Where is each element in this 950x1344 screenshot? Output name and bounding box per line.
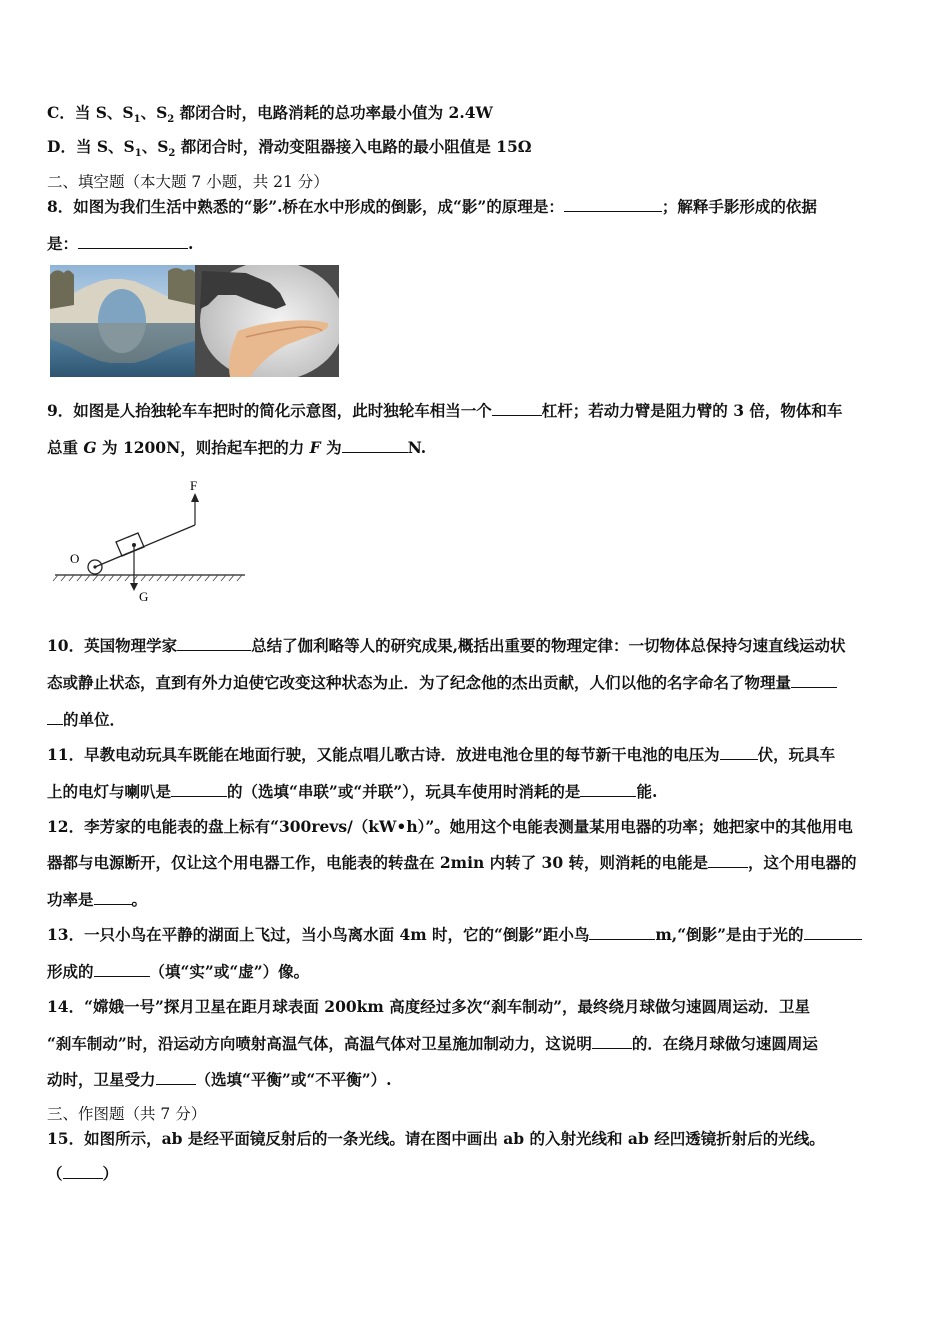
question-12-line3: 功率是 。 (47, 890, 148, 909)
section-2-title: 二、填空题（本大题 7 小题，共 21 分） (47, 173, 329, 191)
answer-blank[interactable] (580, 782, 636, 797)
option-d: D．当 S、$S_1$、$S_2$ 都闭合时，滑动变阻器接入电路的最小阻值是 15Ω (47, 137, 532, 160)
answer-blank[interactable] (94, 890, 132, 905)
question-12-line1: 12．李芳家的电能表的盘上标有“300revs/（kW•h）”。她用这个电能表测量某用电器的功率；她把家中的其他用电 (47, 817, 853, 836)
answer-blank[interactable] (177, 636, 251, 651)
answer-blank[interactable] (708, 853, 748, 868)
question-14-line2: “刹车制动”时，沿运动方向喷射高温气体，高温气体对卫星施加制动力，这说明 的．在绕月球做匀速圆周运 (47, 1034, 818, 1053)
answer-blank[interactable] (78, 234, 188, 249)
question-11-line1: 11．早教电动玩具车既能在地面行驶，又能点唱儿歌古诗．放进电池仓里的每节新干电池的电压为 伏，玩具车 (47, 745, 836, 764)
answer-blank[interactable] (63, 1164, 103, 1179)
answer-blank[interactable] (342, 438, 408, 453)
answer-blank[interactable] (156, 1070, 196, 1085)
question-10-line1: 10．英国物理学家 总结了伽利略等人的研究成果,概括出重要的物理定律：一切物体总保持匀速直线运动状 (47, 636, 846, 655)
answer-blank-continued[interactable] (47, 710, 63, 725)
question-15-line2: （ ） (47, 1164, 119, 1183)
label-f: F (190, 478, 198, 493)
label-o: O (70, 551, 80, 566)
answer-blank[interactable] (94, 962, 150, 977)
answer-blank[interactable] (171, 782, 227, 797)
question-8-line2: 是： . (47, 234, 194, 253)
question-13-line2: 形成的 （填“实”或“虚”）像。 (47, 962, 310, 981)
question-15-line1: 15．如图所示，ab 是经平面镜反射后的一条光线。请在图中画出 ab 的入射光线和 ab 经凹透镜折射后的光线。 (47, 1129, 825, 1148)
load-box (116, 533, 144, 556)
question-14-line3: 动时，卫星受力 （选填“平衡”或“不平衡”）. (47, 1070, 392, 1089)
section-3-title: 三、作图题（共 7 分） (47, 1105, 207, 1123)
answer-blank[interactable] (492, 401, 542, 416)
answer-blank[interactable] (589, 925, 655, 940)
question-12-line2: 器都与电源断开，仅让这个用电器工作，电能表的转盘在 2min 内转了 30 转，则消耗的电能是 ，这个用电器的 (47, 853, 857, 872)
question-8-line1: 8．如图为我们生活中熟悉的“影”.桥在水中形成的倒影，成“影”的原理是： ；解释手影形成的依据 (47, 197, 817, 216)
question-9-line2: 总重 G 为 1200N，则抬起车把的力 F 为 N. (47, 438, 427, 457)
force-arrow (191, 493, 199, 502)
question-13-line1: 13．一只小鸟在平静的湖面上飞过，当小鸟离水面 4m 时，它的“倒影”距小鸟 m,“倒影”是由于光的 (47, 925, 862, 945)
gravity-arrow (130, 583, 138, 591)
option-c: C．当 S、$S_1$、$S_2$ 都闭合时，电路消耗的总功率最小值为 2.4W (47, 103, 493, 126)
answer-blank[interactable] (791, 673, 837, 688)
question-11-line2: 上的电灯与喇叭是 的（选填“串联”或“并联”），玩具车使用时消耗的是 能. (47, 782, 658, 801)
answer-blank[interactable] (592, 1034, 632, 1049)
bridge-and-hand-shadow-photo (50, 265, 339, 377)
answer-blank[interactable] (564, 197, 662, 212)
wheelbarrow-lever-diagram (50, 475, 250, 605)
answer-blank[interactable] (804, 925, 862, 940)
answer-blank[interactable] (720, 745, 758, 760)
question-14-line1: 14．“嫦娥一号”探月卫星在距月球表面 200km 高度经过多次“刹车制动”，最终绕月球做匀速圆周运动．卫星 (47, 997, 811, 1016)
question-9-line1: 9．如图是人抬独轮车车把时的简化示意图，此时独轮车相当一个 杠杆；若动力臂是阻力臂的 3 倍，物体和车 (47, 401, 843, 420)
question-10-line3: 的单位． (47, 710, 125, 730)
label-g: G (139, 589, 149, 604)
question-10-line2: 态或静止状态，直到有外力迫使它改变这种状态为止．为了纪念他的杰出贡献，人们以他的名字命名了物理量 (47, 673, 837, 693)
